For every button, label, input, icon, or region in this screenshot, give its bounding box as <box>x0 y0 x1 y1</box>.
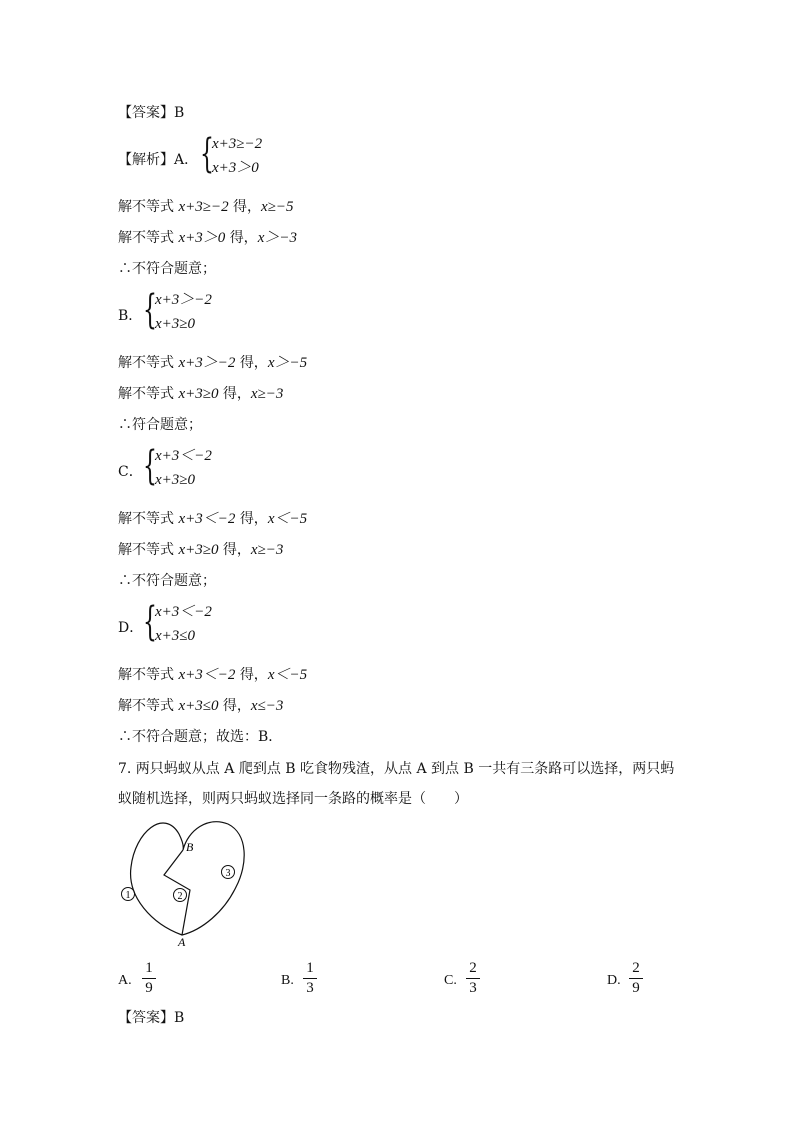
b-solve-line-2: 解不等式 x+3≥0 得，x≥−3 <box>118 386 284 402</box>
system-b: { x+3＞−2 x+3≥0 <box>143 287 212 333</box>
question-7-line-2: 蚁随机选择，则两只蚂蚁选择同一条路的概率是（ ） <box>118 791 468 807</box>
option-b-fraction: 1 3 <box>303 960 317 997</box>
system-c-row1: x+3＜−2 <box>155 448 212 464</box>
system-d-row2: x+3≤0 <box>155 628 196 644</box>
question-7-line-1: 7. 两只蚂蚁从点 A 爬到点 B 吃食物残渣，从点 A 到点 B 一共有三条路可以选择，两只蚂 <box>118 761 675 777</box>
option-a-label: A. <box>118 973 132 988</box>
system-d: { x+3＜−2 x+3≤0 <box>143 599 212 645</box>
option-b-label: B． <box>118 308 143 324</box>
answer-label: 【答案】B <box>118 105 185 121</box>
analysis-prefix: 【解析】A． <box>118 152 199 168</box>
system-b-row2: x+3≥0 <box>155 316 196 332</box>
svg-text:3: 3 <box>225 868 231 879</box>
a-solve-line-1: 解不等式 x+3≥−2 得，x≥−5 <box>118 199 294 215</box>
system-c-row2: x+3≥0 <box>155 472 196 488</box>
a-solve-line-2: 解不等式 x+3＞0 得，x＞−3 <box>118 230 297 246</box>
system-a-row2: x+3＞0 <box>212 160 259 176</box>
d-solve-line-2: 解不等式 x+3≤0 得，x≤−3 <box>118 698 284 714</box>
c-solve-line-2: 解不等式 x+3≥0 得，x≥−3 <box>118 542 284 558</box>
answer-label-2: 【答案】B <box>118 1010 185 1026</box>
a-conclusion: ∴不符合题意； <box>118 261 216 277</box>
system-a: { x+3≥−2 x+3＞0 <box>200 131 263 177</box>
option-d-choice-label: D. <box>607 973 621 988</box>
system-d-row1: x+3＜−2 <box>155 604 212 620</box>
option-b-choice-label: B. <box>281 973 294 988</box>
svg-text:1: 1 <box>125 890 131 901</box>
figure-label-a: A <box>178 935 186 949</box>
c-conclusion: ∴不符合题意； <box>118 573 216 589</box>
c-solve-line-1: 解不等式 x+3＜−2 得，x＜−5 <box>118 511 308 527</box>
figure-label-b: B <box>186 840 194 854</box>
d-conclusion: ∴不符合题意；故选：B． <box>118 729 283 745</box>
d-solve-line-1: 解不等式 x+3＜−2 得，x＜−5 <box>118 667 308 683</box>
option-c-choice-label: C. <box>444 973 457 988</box>
option-c-label: C． <box>118 464 143 480</box>
b-solve-line-1: 解不等式 x+3＞−2 得，x＞−5 <box>118 355 308 371</box>
option-d-label: D． <box>118 620 144 636</box>
b-conclusion: ∴符合题意； <box>118 417 202 433</box>
path-figure <box>112 812 252 952</box>
option-a-fraction: 1 9 <box>142 960 156 997</box>
system-a-row1: x+3≥−2 <box>212 136 263 152</box>
svg-text:2: 2 <box>177 891 183 902</box>
system-b-row1: x+3＞−2 <box>155 292 212 308</box>
option-c-fraction: 2 3 <box>466 960 480 997</box>
system-c: { x+3＜−2 x+3≥0 <box>143 443 212 489</box>
option-d-fraction: 2 9 <box>629 960 643 997</box>
